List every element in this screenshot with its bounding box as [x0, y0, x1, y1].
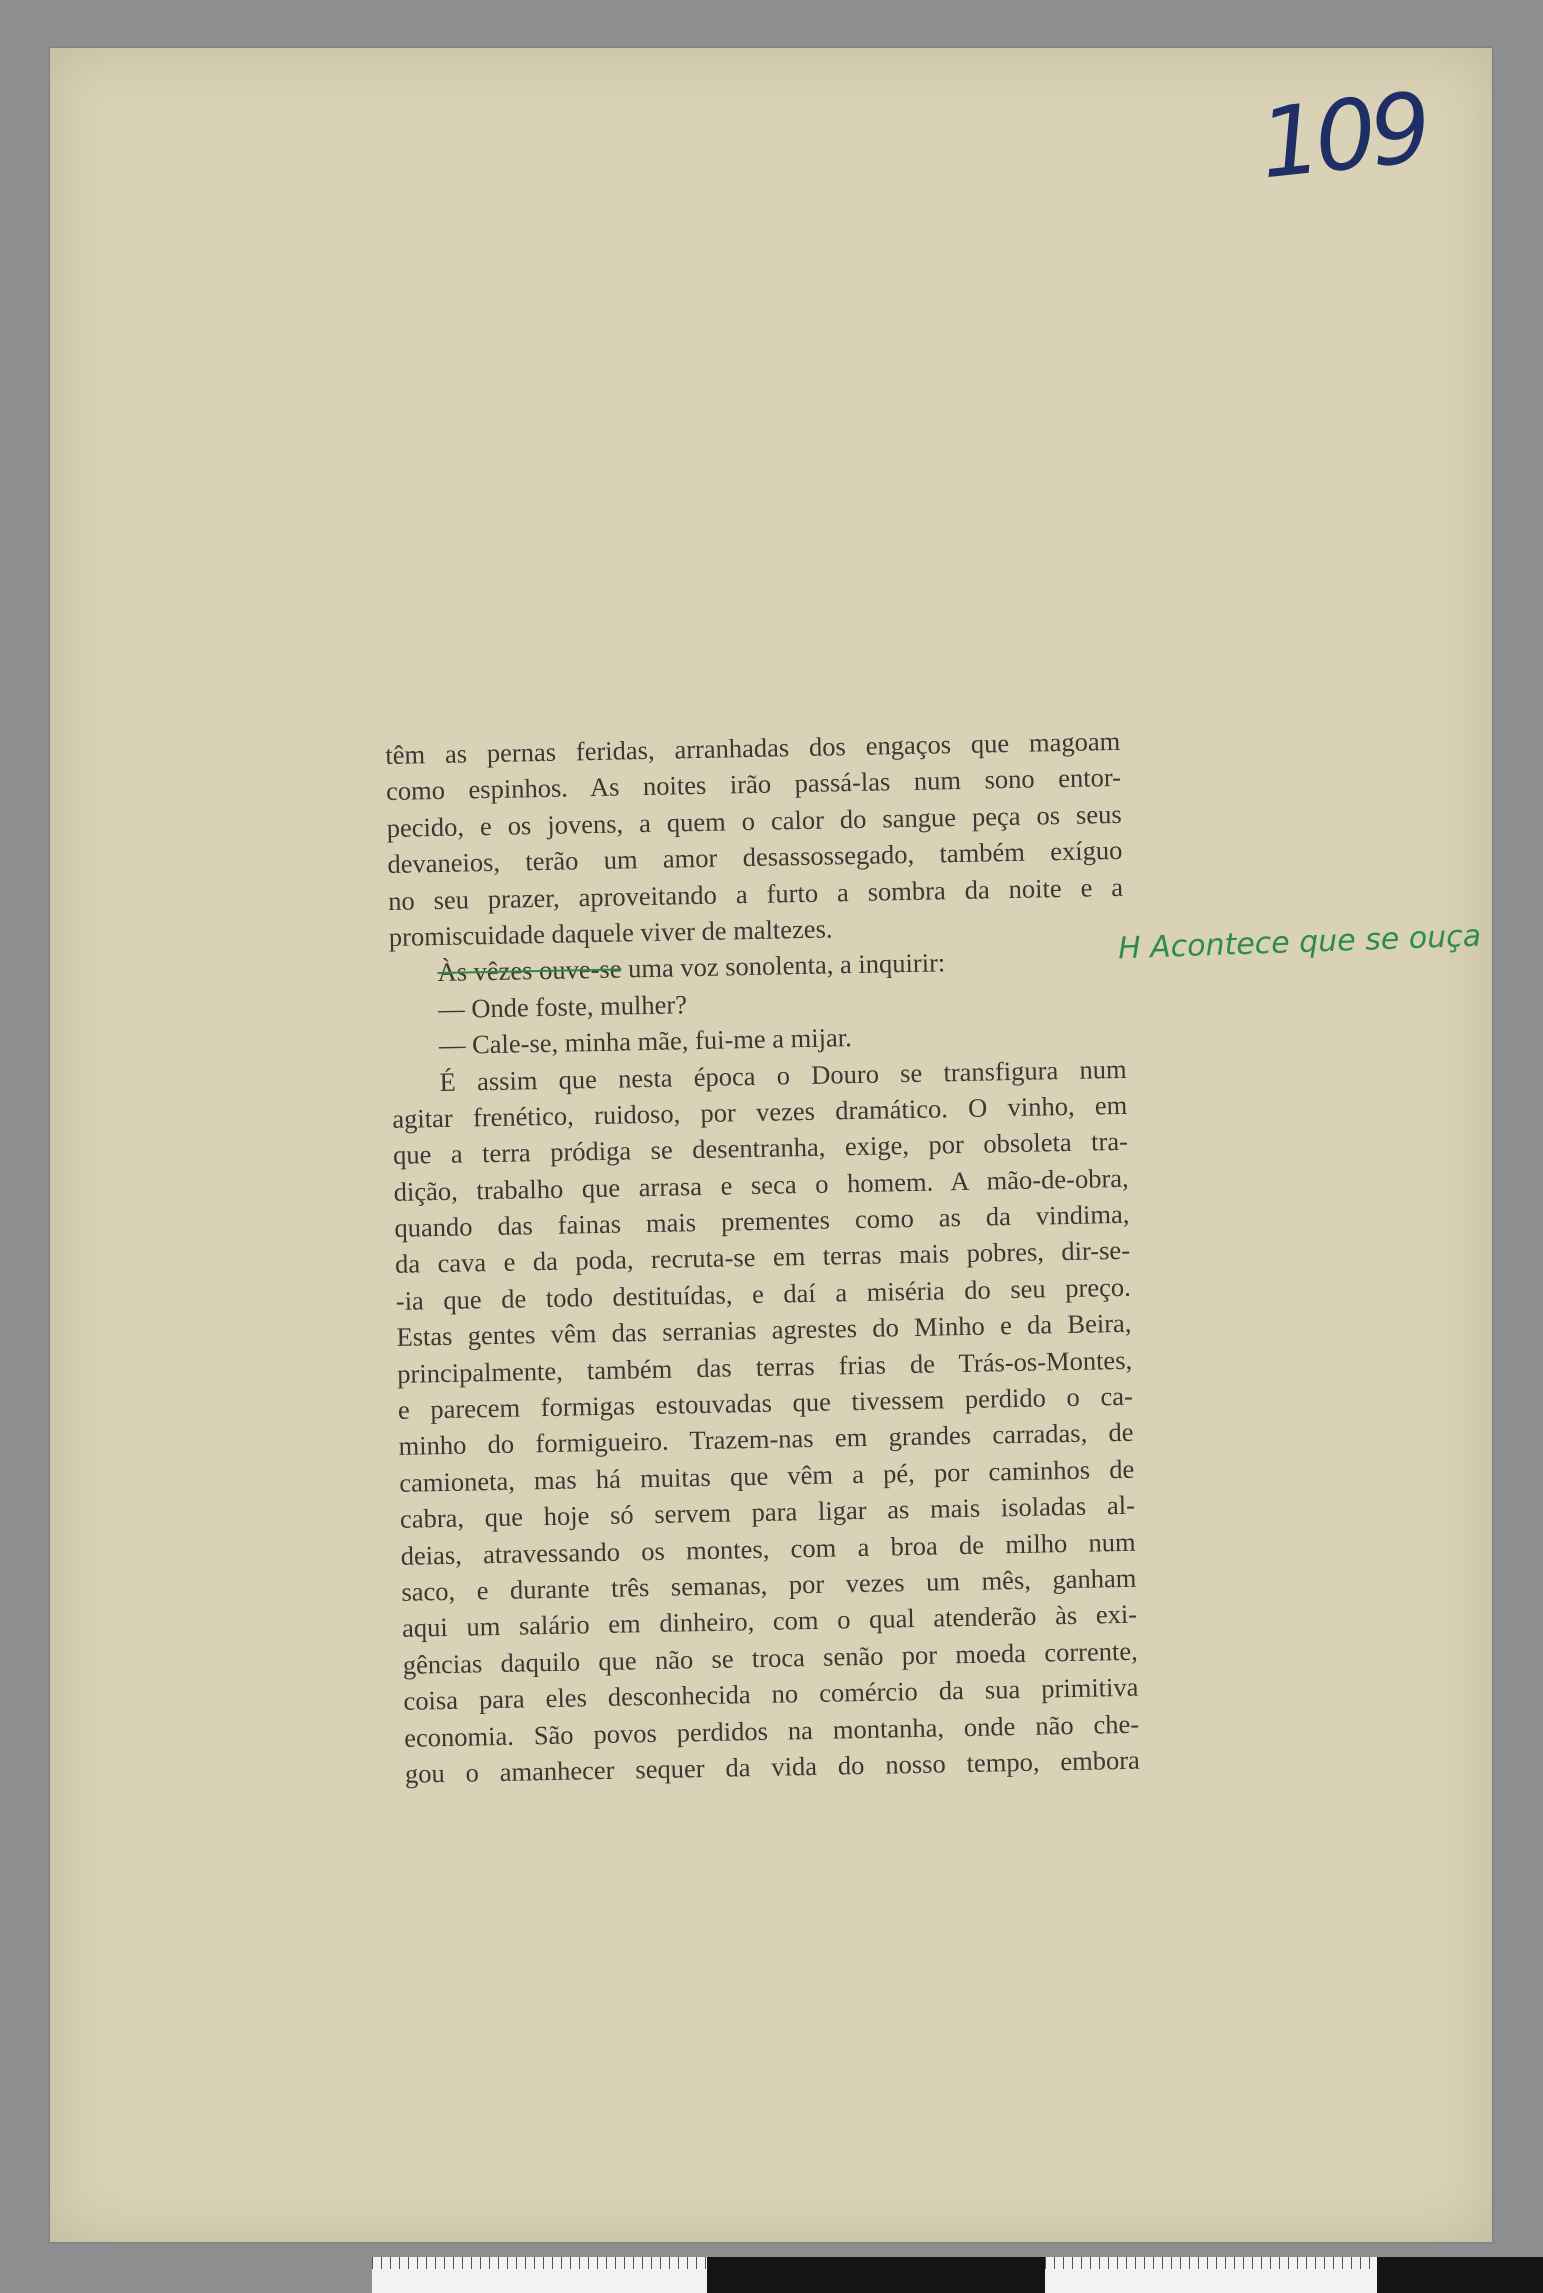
- text-line: coisa para eles desconhecida no comércio da sua primitiva: [403, 1671, 1139, 1716]
- struck-text: Às vêzes ouve-se: [437, 953, 622, 988]
- dialogue-line: — Onde foste, mulher?: [437, 988, 688, 1024]
- dialogue-line: — Cale-se, minha mãe, fui-me a mijar.: [438, 1022, 852, 1061]
- text-line: no seu prazer, aproveitando a furto a sombra da noite e a: [387, 871, 1124, 916]
- body-text: [385, 723, 1140, 1792]
- text-line: principalmente, também das terras frias de Trás-os-Montes,: [396, 1344, 1133, 1389]
- text-line: gou o amanhecer sequer da vida do nosso tempo, embora: [404, 1744, 1141, 1789]
- scale-ruler: [372, 2257, 1543, 2293]
- text-line: agitar frenético, ruidoso, por vezes dramático. O vinho, em: [392, 1089, 1128, 1134]
- ruler-segment-white: [1045, 2257, 1377, 2293]
- handwritten-page-number: 109: [1254, 71, 1431, 201]
- text-line: gências daquilo que não se troca senão por moeda corrente,: [402, 1635, 1138, 1680]
- text-line: da cava e da poda, recruta-se em terras mais pobres, dir-se-: [394, 1235, 1131, 1280]
- text-line: têm as pernas feridas, arranhadas dos engaços que magoam: [385, 725, 1121, 770]
- text-line: e parecem formigas estouvadas que tivessem perdido o ca-: [397, 1380, 1134, 1425]
- ruler-segment-white: [372, 2257, 707, 2293]
- text-line: quando das fainas mais prementes como as da vindima,: [394, 1198, 1130, 1243]
- text-line: pecido, e os jovens, a quem o calor do sangue peça os seus: [386, 798, 1122, 843]
- text-line: economia. São povos perdidos na montanha, onde não che-: [403, 1708, 1140, 1753]
- ruler-segment-black: [707, 2257, 1045, 2293]
- text-line: camioneta, mas há muitas que vêm a pé, por caminhos de: [399, 1453, 1135, 1498]
- text-line: dição, trabalho que arrasa e seca o homem. A mão-de-obra,: [393, 1162, 1129, 1207]
- text-line: minho do formigueiro. Trazem-nas em grandes carradas, de: [398, 1417, 1134, 1462]
- text-line: É assim que nesta época o Douro se transfigura num: [439, 1053, 1127, 1097]
- text-line: devaneios, terão um amor desassossegado, também exíguo: [387, 835, 1123, 880]
- handwritten-margin-note: H Acontece que se ouça: [1117, 918, 1482, 967]
- text-line: cabra, que hoje só servem para ligar as mais isoladas al-: [399, 1489, 1136, 1535]
- text-line: -ia que de todo destituídas, e daí a miséria do seu preço.: [395, 1271, 1131, 1316]
- text-line: promiscuidade daquele viver de maltezes.: [388, 913, 833, 952]
- ruler-segment-black: [1377, 2257, 1543, 2293]
- text-line: saco, e durante três semanas, por vezes um mês, ganham: [401, 1562, 1137, 1607]
- text-line: Estas gentes vêm das serranias agrestes do Minho e da Beira,: [396, 1308, 1132, 1353]
- text-line: deias, atravessando os montes, com a broa de milho num: [400, 1526, 1136, 1571]
- text-line: aqui um salário em dinheiro, com o qual atenderão às exi-: [401, 1599, 1138, 1644]
- text-line: como espinhos. As noites irão passá-las num sono entor-: [385, 762, 1122, 807]
- text-line: que a terra pródiga se desentranha, exige, por obsoleta tra-: [392, 1126, 1129, 1171]
- voice-line-rest: uma voz sonolenta, a inquirir:: [621, 947, 946, 984]
